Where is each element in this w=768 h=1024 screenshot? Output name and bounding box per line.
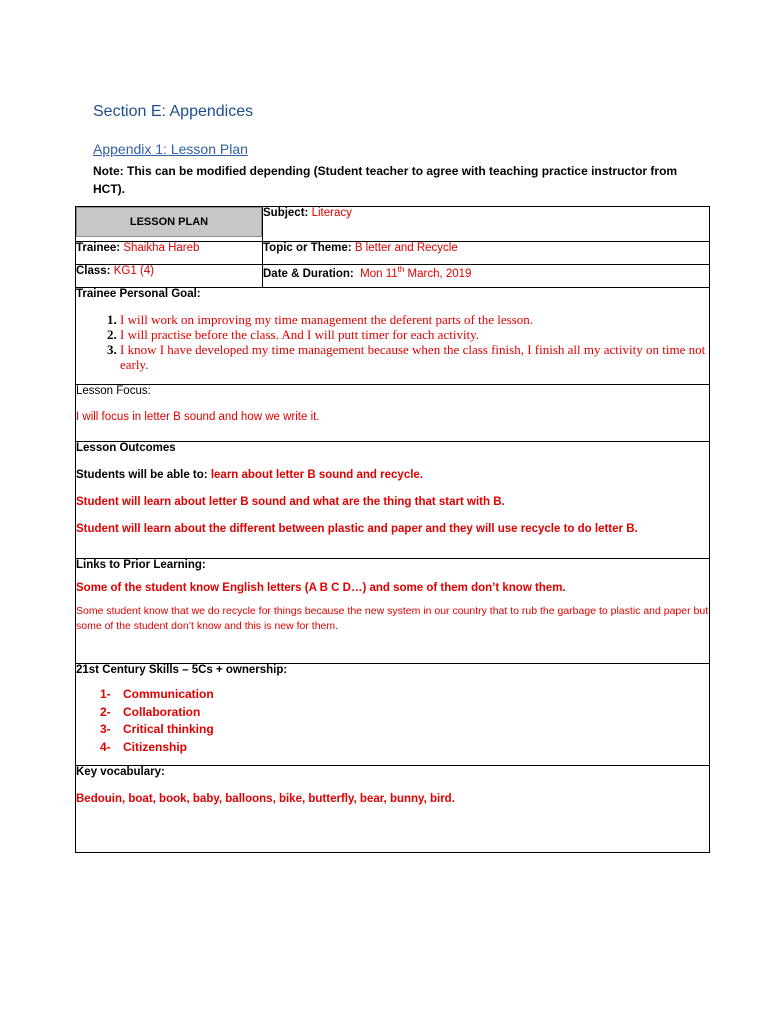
trainee-label: Trainee: (76, 242, 121, 254)
skills-cell (76, 664, 710, 766)
prior-learning-label: Links to Prior Learning: (76, 559, 206, 571)
goal-item: 1. I will work on improving my time management the deferent parts of the lesson. (120, 312, 709, 327)
lesson-focus-label: Lesson Focus: (76, 385, 151, 397)
trainee-value: Shaikha Hareb (123, 242, 200, 254)
skill-item: 2- Collaboration (100, 704, 201, 719)
appendix-title: Appendix 1: Lesson Plan (93, 141, 248, 157)
date-cell (263, 265, 710, 288)
outcome-1-value: learn about letter B sound and recycle. (210, 469, 423, 481)
skill-item: 4- Citizenship (100, 739, 188, 754)
skills-list (100, 686, 709, 756)
subject-cell (263, 207, 710, 242)
trainee-cell (76, 242, 263, 265)
personal-goal-label: Trainee Personal Goal: (76, 288, 201, 300)
skill-item: 3- Critical thinking (100, 722, 214, 736)
personal-goal-list (76, 312, 709, 372)
class-label: Class: (76, 265, 111, 277)
lesson-focus-text: I will focus in letter B sound and how we write it. (76, 411, 320, 423)
date-value: Mon 11th March, 2019 (360, 265, 472, 280)
prior-learning-1: Some of the student know English letters (A B C D…) and some of them don’t know them. (76, 582, 566, 594)
vocabulary-cell (76, 766, 710, 853)
topic-label: Topic or Theme: (263, 242, 352, 254)
topic-cell (263, 242, 710, 265)
vocabulary-label: Key vocabulary: (76, 766, 165, 778)
topic-value: B letter and Recycle (354, 242, 458, 254)
prior-learning-2: Some student know that we do recycle for things because the new system in our country that to rub the garbage to plastic and paper but some of the student don’t know and this is new for them. (76, 605, 709, 632)
lesson-outcomes-cell (76, 442, 710, 559)
subject-label: Subject: (263, 207, 309, 219)
section-title: Section E: Appendices (93, 103, 254, 120)
outcomes-intro: Students will be able to: (76, 469, 208, 481)
skill-item: 1- Communication (100, 687, 214, 701)
date-label: Date & Duration: (263, 267, 354, 280)
class-value: KG1 (4) (113, 265, 154, 277)
skills-label: 21st Century Skills – 5Cs + ownership: (76, 664, 288, 676)
note-text: Note: This can be modified depending (Student teacher to agree with teaching practice instructor from HCT). (93, 164, 678, 196)
goal-item: 2. I will practise before the class. And I will putt timer for each activity. (120, 327, 709, 342)
outcome-1 (76, 469, 709, 481)
prior-learning-cell (76, 559, 710, 664)
lesson-focus-cell (76, 385, 710, 442)
lesson-plan-header-cell (76, 207, 263, 242)
outcome-3: Student will learn about the different between plastic and paper and they will use recycle to do letter B. (76, 523, 638, 535)
class-cell (76, 265, 263, 288)
lesson-outcomes-label: Lesson Outcomes (76, 442, 176, 454)
lesson-plan-table (75, 206, 710, 853)
subject-value: Literacy (311, 207, 352, 219)
vocabulary-text: Bedouin, boat, book, baby, balloons, bike, butterfly, bear, bunny, bird. (76, 793, 455, 805)
outcome-2: Student will learn about letter B sound and what are the thing that start with B. (76, 496, 505, 508)
personal-goal-cell (76, 288, 710, 385)
lesson-plan-header: LESSON PLAN (76, 207, 262, 237)
goal-item: 3. I know I have developed my time management because when the class finish, I finish all my activity on time not early. (120, 342, 709, 372)
